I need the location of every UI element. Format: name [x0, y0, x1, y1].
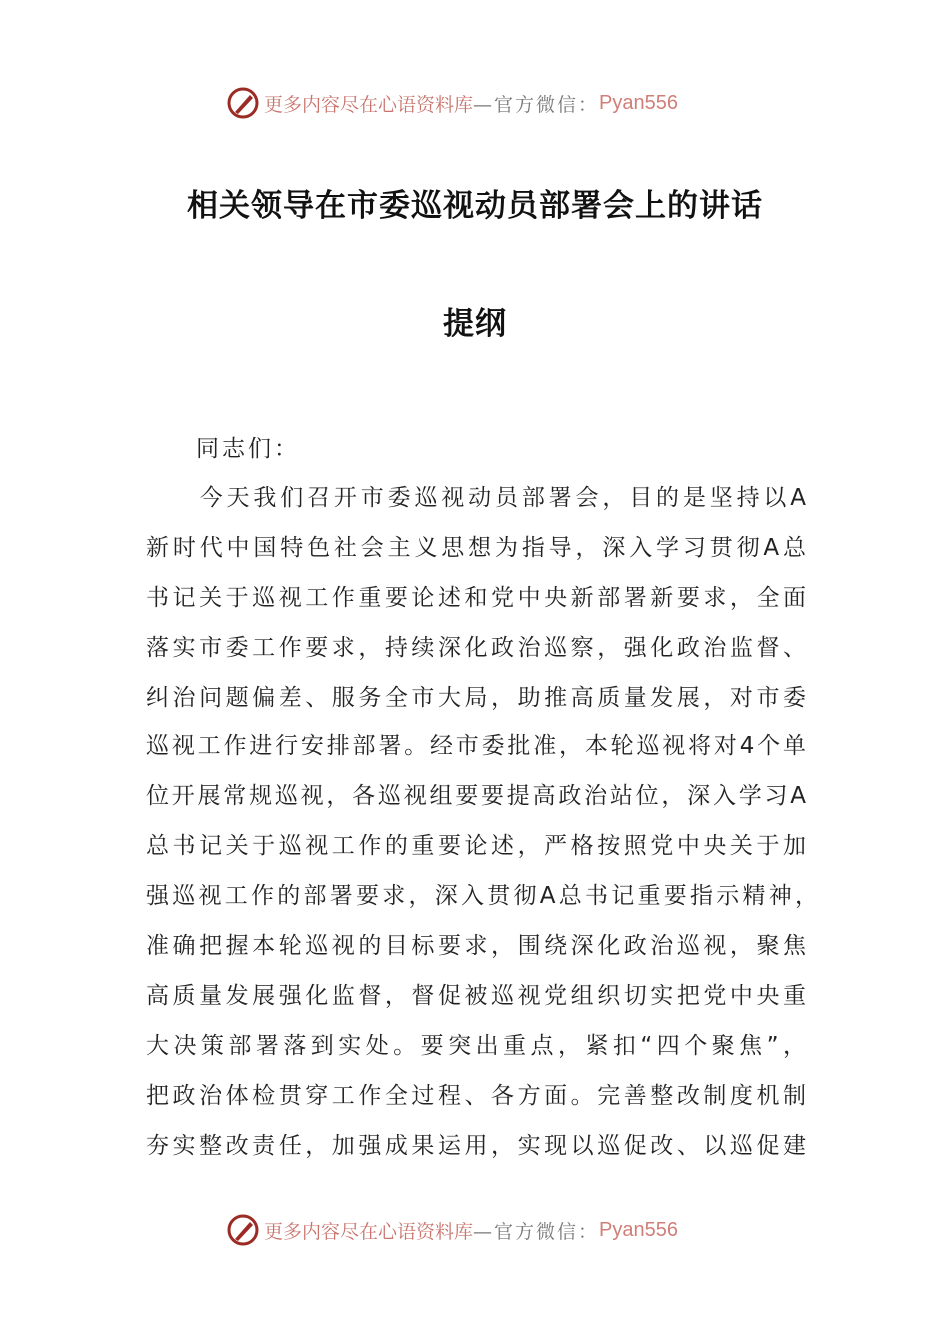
body-line: 总书记关于巡视工作的重要论述，严格按照党中央关于加	[146, 833, 806, 859]
body-line: 夯实整改责任，加强成果运用，实现以巡促改、以巡促建	[146, 1133, 806, 1159]
body-line: 新时代中国特色社会主义思想为指导，深入学习贯彻A总	[146, 535, 806, 561]
watermark-wechat-label: —官方微信：	[473, 93, 600, 116]
body-line: 今天我们召开市委巡视动员部署会，目的是坚持以A	[146, 485, 806, 511]
body-line: 纠治问题偏差、服务全市大局，助推高质量发展，对市委	[146, 685, 806, 711]
header-watermark	[226, 85, 678, 121]
document-title-line1: 相关领导在市委巡视动员部署会上的讲话	[187, 188, 763, 224]
watermark-wechat-id: Pyan556	[599, 1218, 678, 1241]
body-line: 落实市委工作要求，持续深化政治巡察，强化政治监督、	[146, 635, 806, 661]
pen-logo-icon	[226, 86, 260, 120]
watermark-wechat-label: —官方微信：	[473, 1220, 600, 1243]
body-line: 强巡视工作的部署要求，深入贯彻A总书记重要指示精神，	[146, 883, 818, 909]
footer-watermark	[226, 1212, 678, 1248]
body-line: 高质量发展强化监督，督促被巡视党组织切实把党中央重	[146, 983, 806, 1009]
body-line: 把政治体检贯穿工作全过程、各方面。完善整改制度机制	[146, 1083, 806, 1109]
watermark-brand: 更多内容尽在心语资料库	[264, 93, 474, 116]
body-line: 大决策部署落到实处。要突出重点，紧扣“四个聚焦”，	[146, 1033, 806, 1059]
greeting: 同志们：	[196, 436, 300, 462]
watermark-brand: 更多内容尽在心语资料库	[264, 1220, 474, 1243]
body-line: 书记关于巡视工作重要论述和党中央新部署新要求，全面	[146, 585, 806, 611]
watermark-wechat-id: Pyan556	[599, 91, 678, 114]
body-line: 位开展常规巡视，各巡视组要要提高政治站位，深入学习A	[146, 783, 806, 809]
body-line: 准确把握本轮巡视的目标要求，围绕深化政治巡视，聚焦	[146, 933, 806, 959]
document-title-line2: 提纲	[443, 306, 507, 342]
pen-logo-icon	[226, 1213, 260, 1247]
body-line: 巡视工作进行安排部署。经市委批准，本轮巡视将对4个单	[146, 733, 806, 759]
